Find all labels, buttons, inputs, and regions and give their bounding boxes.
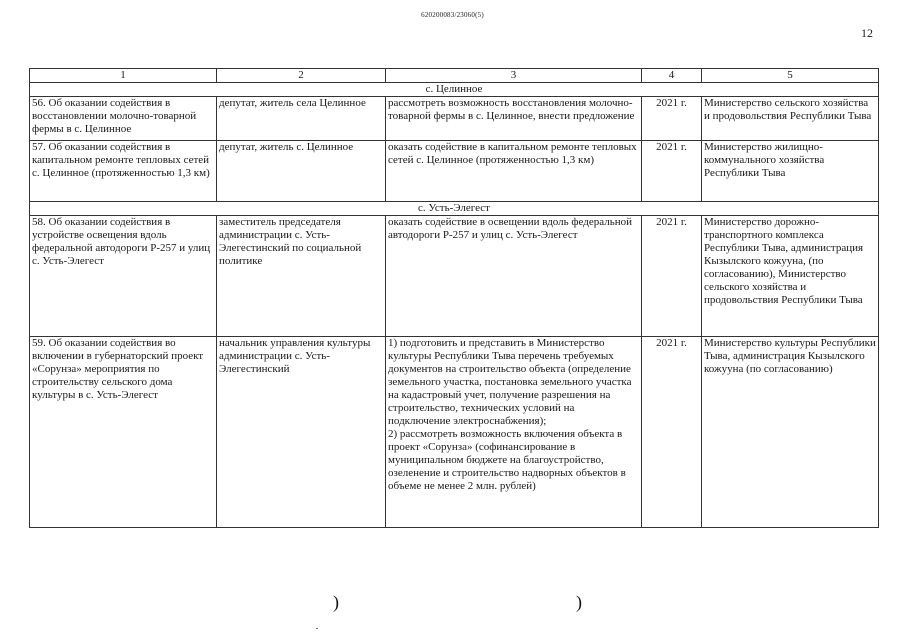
responsible-cell: Министерство жилищно-коммунального хозяйства Республики Тыва [702,141,879,202]
column-number: 4 [642,69,702,83]
action-cell: оказать содействие в капитальном ремонте тепловых сетей с. Целинное (протяженностью 1,3 км) [386,141,642,202]
action-cell: оказать содействие в освещении вдоль федеральной автодороги Р-257 и улиц с. Усть-Элегест [386,216,642,337]
column-number: 1 [30,69,217,83]
responsible-cell: Министерство сельского хозяйства и продовольствия Республики Тыва [702,97,879,141]
scan-mark: ) [333,592,339,612]
section-header-ust-elegest [30,202,879,216]
deadline-cell: 2021 г. [642,97,702,141]
document-code: 620200083/23060(5) [421,11,484,19]
measures-table [29,68,879,528]
column-number-row [30,69,879,83]
page-number: 12 [861,26,873,40]
table-row [30,141,879,202]
responsible-cell: Министерство культуры Республики Тыва, администрация Кызылского кожууна (по согласованию) [702,337,879,528]
deadline-cell: 2021 г. [642,337,702,528]
deadline-cell: 2021 г. [642,141,702,202]
action-cell [386,337,642,528]
section-title: с. Усть-Элегест [30,202,879,216]
initiator-cell: депутат, житель села Целинное [217,97,386,141]
item-cell: 58. Об оказании содействия в устройстве освещения вдоль федеральной автодороги Р-257 и улиц с. Усть-Элегест [30,216,217,337]
scan-speck [316,628,318,629]
item-cell: 57. Об оказании содействия в капитальном ремонте тепловых сетей с. Целинное (протяженностью 1,3 км) [30,141,217,202]
deadline-cell: 2021 г. [642,216,702,337]
action-step-1: 1) подготовить и представить в Министерство культуры Республики Тыва перечень требуемых документов на строительство объекта (определение земельного участка, постановка земельного участка на кадастровый учет, получение разрешения на строительство, технических условий на подключение электроснабжения); [388,337,632,427]
action-step-2: 2) рассмотреть возможность включения объекта в проект «Сорунза» (софинансирование в муниципальном бюджете на благоустройство, озеленение и строительство надворных объектов в объеме не менее 2 млн. рублей) [388,428,626,492]
initiator-cell: заместитель председателя администрации с. Усть-Элегестинский по социальной политике [217,216,386,337]
section-header-tselinnoe [30,83,879,97]
item-cell: 56. Об оказании содействия в восстановлении молочно-товарной фермы в с. Целинное [30,97,217,141]
column-number: 5 [702,69,879,83]
item-cell: 59. Об оказании содействия во включении в губернаторский проект «Сорунза» мероприятия по строительству сельского дома культуры в с. Усть-Элегест [30,337,217,528]
responsible-cell: Министерство дорожно-транспортного комплекса Республики Тыва, администрация Кызылского кожууна, (по согласованию), Министерство сельского хозяйства и продовольствия Республики Тыва [702,216,879,337]
scan-mark: ) [576,592,582,612]
initiator-cell: начальник управления культуры администрации с. Усть-Элегестинский [217,337,386,528]
column-number: 3 [386,69,642,83]
section-title: с. Целинное [30,83,879,97]
table-row [30,97,879,141]
action-cell: рассмотреть возможность восстановления молочно-товарной фермы в с. Целинное, внести предложение [386,97,642,141]
initiator-cell: депутат, житель с. Целинное [217,141,386,202]
table-row [30,216,879,337]
column-number: 2 [217,69,386,83]
table-row [30,337,879,528]
